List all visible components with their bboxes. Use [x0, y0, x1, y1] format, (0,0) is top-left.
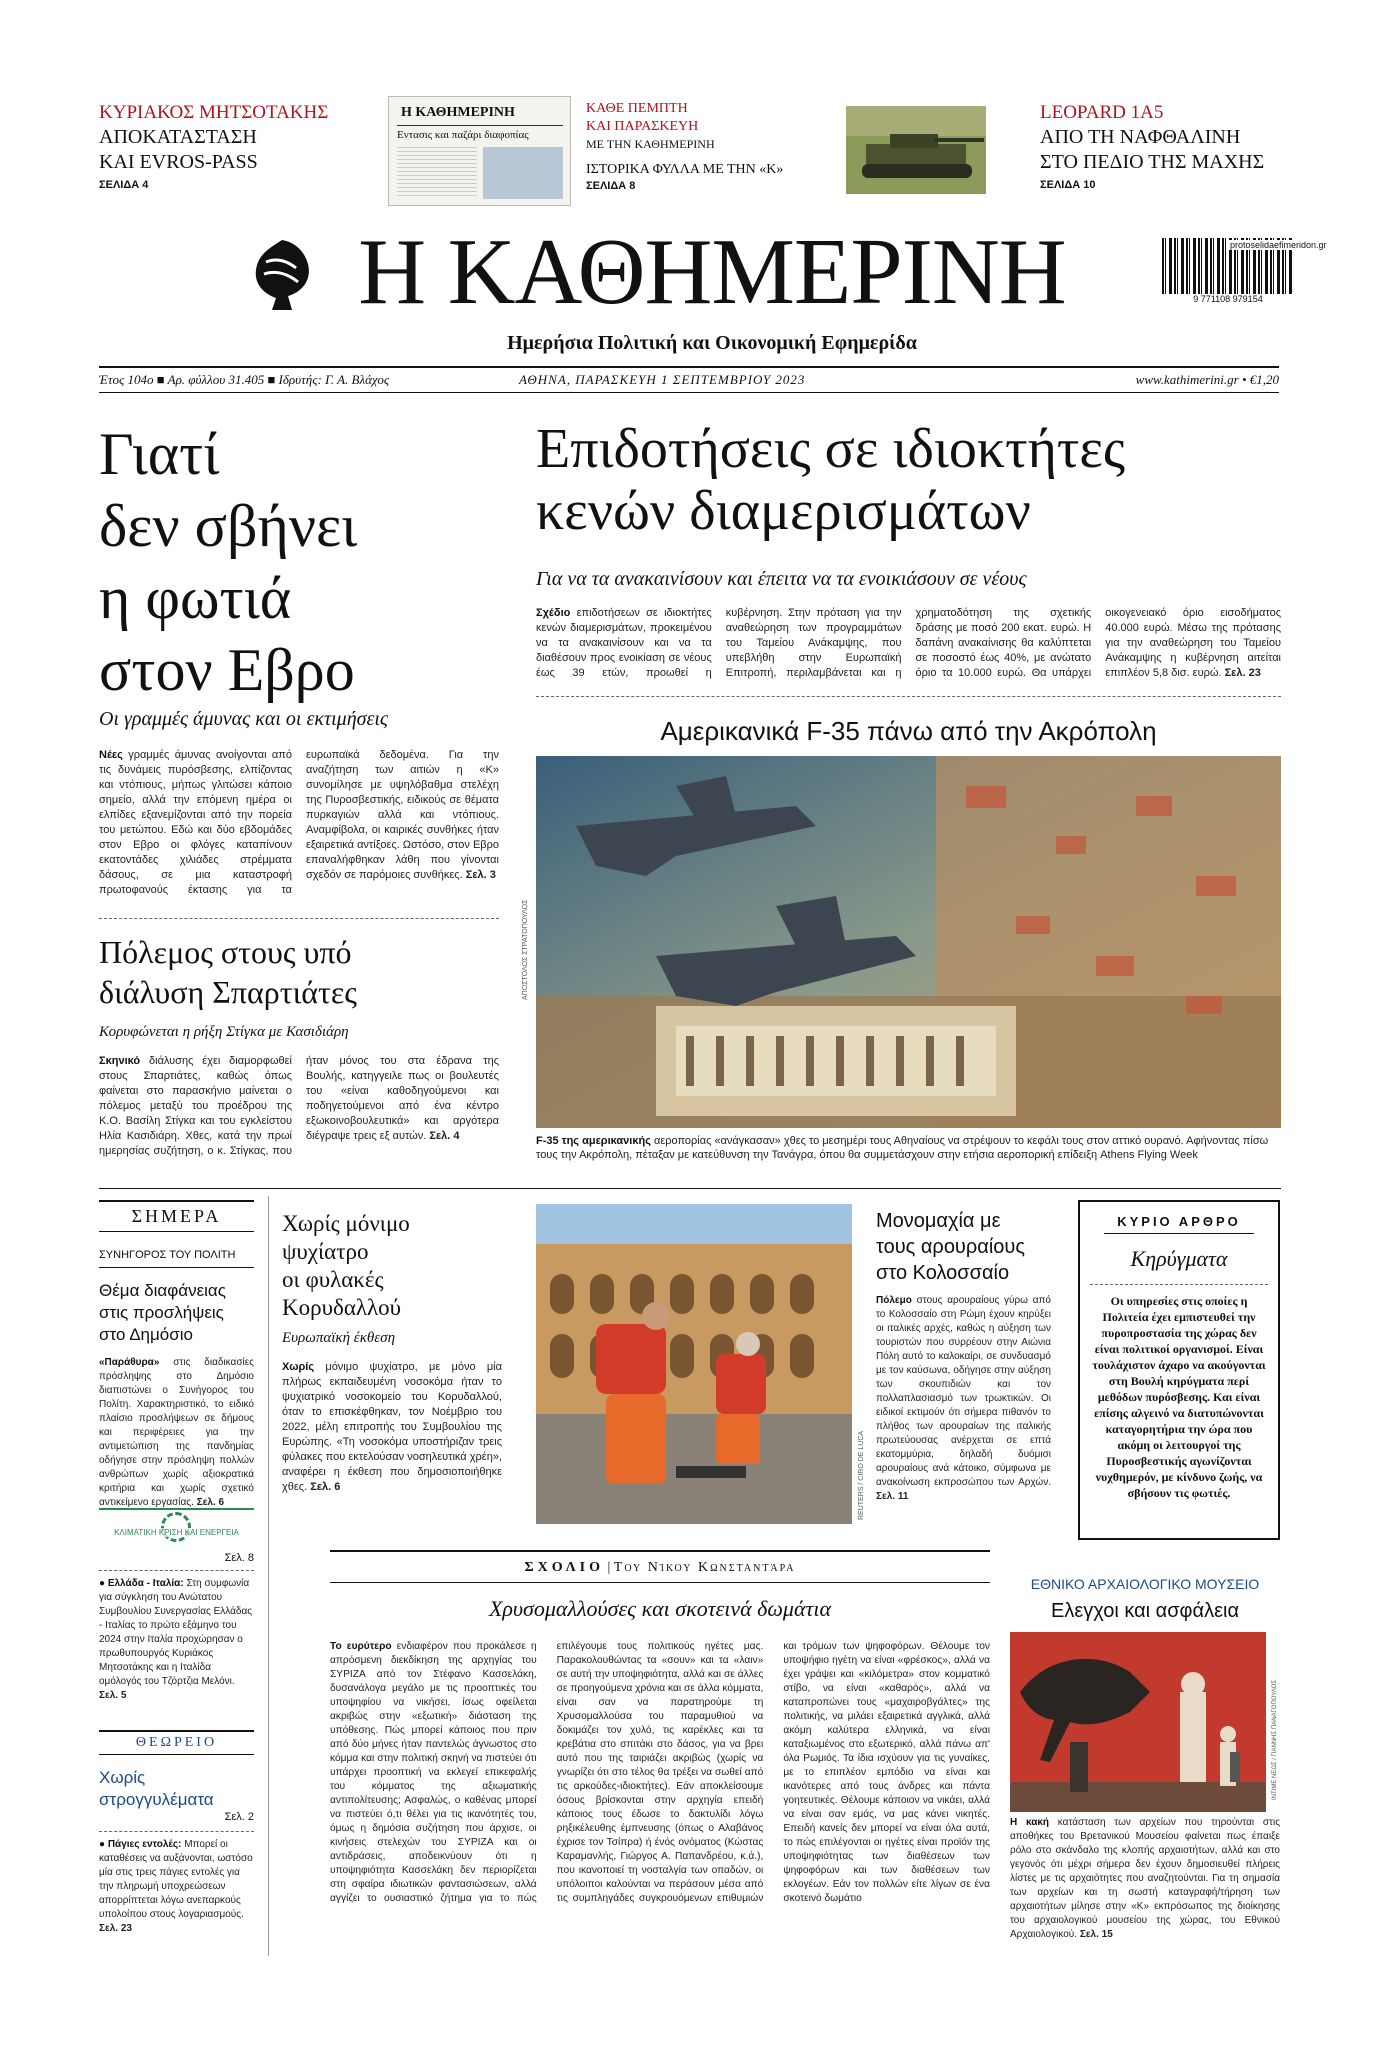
korydallos-headline-line: Χωρίς μόνιμο	[282, 1211, 410, 1236]
colosseum-headline[interactable]	[876, 1208, 1051, 1286]
korydallos-body	[282, 1360, 502, 1495]
sparti-headline-line: Πόλεμος στους υπό	[99, 934, 352, 970]
teaser-page: ΣΕΛΙΔΑ 8	[586, 180, 636, 192]
dateline-left: Έτος 104ο ■ Αρ. φύλλου 31.405 ■ Ιδρυτής: Γ. Α. Βλάχος	[99, 372, 390, 387]
museum-ref[interactable]: Σελ. 15	[1079, 1929, 1113, 1940]
dateline-center: ΑΘΗΝΑ, ΠΑΡΑΣΚΕΥΗ 1 ΣΕΠΤΕΜΒΡΙΟΥ 2023	[519, 372, 806, 387]
evros-text: γραμμές άμυνας ανοίγονται από τις δυνάμεις πυρόσβεσης, ελπίζοντας και ντόπιους, μήπως γλιτώσει κάποιο σημείο, αλλά την επόμενη ημέρα οι ελπίδες εξανεμίζονται από την πορεία του μετώπου. Εδώ και δύο εβδομάδες στον Εβρο οι φλόγες καταπίνουν εκατοντάδες χιλιάδες στρέμματα δάσους, σε μια καταστροφή πρωτοφανούς έκτασης για τα ευρωπαϊκά δεδομένα. Για την αναζήτηση των αιτιών η «Κ» συνομίλησε με υψηλόβαθμα στελέχη της Πυροσβεστικής, ειδικούς σε θέματα πυρκαγιών αλλά και ντόπιους. Αναμφίβολα, οι καιρικές συνθήκες ήταν εξαιρετικά αντίξοες. Ωστόσο, στον Εβρο επαναλήφθηκαν λάθη που γίνονται σχεδόν σε παρόμοιες συνθήκες.	[99, 749, 499, 896]
dateline-rule-top	[99, 366, 1279, 368]
teaser-historic[interactable]	[586, 100, 816, 192]
teaser-kicker: ΚΥΡΙΑΚΟΣ ΜΗΤΣΟΤΑΚΗΣ	[99, 102, 329, 123]
f35-acropolis-photo[interactable]	[536, 756, 1281, 1128]
scholio-author: Του Νίκου Κωνσταντάρα	[613, 1560, 796, 1575]
teaser-line: ΙΣΤΟΡΙΚΑ ΦΥΛΛΑ ΜΕ ΤΗΝ «Κ»	[586, 162, 784, 177]
teaser-sub: ΜΕ ΤΗΝ ΚΑΘΗΜΕΡΙΝΗ	[586, 137, 715, 151]
masthead-subtitle: Ημερήσια Πολιτική και Οικονομική Εφημερίδα	[507, 332, 917, 354]
today-box	[99, 1200, 254, 1510]
divider	[99, 1831, 254, 1832]
colosseum-text: στους αρουραίους γύρω από το Κολοσσαίο στη Ρώμη έχουν κηρύξει οι ιταλικές αρχές, καθώς η αύξηση των τουριστών που συρρέουν στην Αιώνια Πόλη αυτό το καλοκαίρι, σε συνδυασμό με τον καύσωνα, οδήγησε στην αύξηση των σκουπιδιών και τον πολλαπλασιασμό των τρωκτικών. Οι ειδικοί εκτιμούν ότι σήμερα πιθανόν το πλήθος των αρουραίων της ιταλικής πρωτεύουσας ανέρχεται σε επτά εκατομμύρια, δηλαδή δυόμισι αρουραίους ανά κάτοικο, σύμφωνα με ανακοίνωση εκπροσώπου των Αρχών.	[876, 1295, 1051, 1488]
korydallos-text: μόνιμο ψυχίατρο, με μόνο μία πλήρως εκπαιδευμένη νοσοκόμα ήταν το ψυχιατρικό νοσοκομείο του Κορυδαλλού, όταν το επισκέφθηκαν, τον Νοέμβριο του 2022, μέλη επιτροπής του Συμβουλίου της Ευρώπης. «Τη νοσοκόμα υποστήριζαν τρεις φύλακες που εκτελούσαν νοσηλευτικά χρέη», αναφέρει η έκθεση που δημοσιοποιήθηκε χθες.	[282, 1361, 502, 1493]
colosseum-body	[876, 1294, 1051, 1504]
sparti-text: διάλυσης έχει διαμορφωθεί στους Σπαρτιάτες, καθώς όπως φαίνεται στο παρασκήνιο μαίνεται ο πόλεμος μεταξύ του προέδρου της Κ.Ο. Βασίλη Στίγκα και του εγκλείστου Ηλία Κασιδιάρη. Χθες, κατά την πρωί ημερησίας συζήτηση, ο κ. Στίγκας, που ήταν μόνος του στα έδρανα της Βουλής, κατηγγειλε πως οι βουλευτές του «είναι καθοδηγούμενοι και ποδηγετούμενοι από ένα κέντρο εξωκοινοβουλευτικά» και αργότερα διέγραψε τρεις εξ αυτών.	[99, 1055, 499, 1157]
subsidies-body	[536, 606, 1281, 682]
korydallos-headline-line: ψυχίατρο	[282, 1239, 369, 1264]
colosseum-ref[interactable]: Σελ. 11	[876, 1491, 909, 1502]
barcode-source: protoselidaefimeridon.gr	[1230, 240, 1327, 250]
teaser-page: ΣΕΛΙΔΑ 10	[1040, 179, 1096, 191]
colosseum-photo-credit: REUTERS / CIRO DE LUCA	[858, 1430, 865, 1520]
theorio-body	[99, 1838, 254, 1936]
colosseum-headline-line: τους αρουραίους	[876, 1236, 1025, 1258]
evros-ref[interactable]: Σελ. 3	[465, 869, 496, 881]
today-lead: «Παράθυρα»	[99, 1357, 160, 1368]
museum-text: κατάσταση των αρχείων που τηρούνται στις αποθήκες του Βρετανικού Μουσείου φαίνεται πως έπαιξε ρόλο στο σκάνδαλο της κλοπής αρχαιοτήτων, αλλά και στο γεγονός ότι μέχρι σήμερα δεν έχουν δημοσιευθεί πλήρεις λίστες με τις αρχαιότητες που αναζητούνται. Για τη σημασία των αρχείων και τη σωστή καταγραφή/τήρηση των αρχαιοτήτων μίλησε στην «Κ» εκπρόσωπος της διοίκησης του αρχαιολογικού μουσείου της χώρας, του Εθνικού Αρχαιολογικού.	[1010, 1817, 1281, 1940]
museum-title[interactable]: Ελεγχοι και ασφάλεια	[1050, 1600, 1240, 1622]
evros-headline-line: Γιατί	[99, 421, 220, 487]
f35-photo-credit: ΑΠΟΣΤΟΛΟΣ ΣΤΡΑΤΟΠΟΥΛΟΣ	[522, 899, 529, 1000]
climate-body	[99, 1577, 254, 1703]
sparti-headline-line: διάλυση Σπαρτιάτες	[99, 974, 357, 1010]
climate-label: ΚΛΙΜΑΤΙΚΗ ΚΡΙΣΗ ΚΑΙ ΕΝΕΡΓΕΙΑ	[99, 1528, 254, 1537]
theorio-title[interactable]: Χωρίς στρογγυλέματα	[99, 1768, 214, 1809]
subsidies-headline-line: Επιδοτήσεις σε ιδιοκτήτες	[536, 418, 1126, 480]
theorio-label: ΘΕΩΡΕΙΟ	[99, 1730, 254, 1755]
evros-headline-line: η φωτιά	[99, 565, 292, 631]
teaser-line: ΣΤΟ ΠΕΔΙΟ ΤΗΣ ΜΑΧΗΣ	[1040, 151, 1265, 173]
today-body	[99, 1356, 254, 1510]
teaser-leopard[interactable]	[1040, 100, 1310, 191]
climate-lead: ● Ελλάδα - Ιταλία:	[99, 1578, 184, 1589]
colosseum-photo[interactable]	[536, 1204, 852, 1524]
scholio-label: ΣΧΟΛΙΟ	[524, 1560, 604, 1575]
climate-text: Στη συμφωνία για σύγκληση του Ανώτατου Συμβουλίου Συνεργασίας Ελλάδας - Ιταλίας το πρώτο εξάμηνο του 2024 στην Ιταλία προχώρησαν ο πρωθυπουργός Κυριάκος Μητσοτάκης και η Ιταλίδα ομόλογός του Τζόρτζια Μελόνι.	[99, 1578, 253, 1687]
teaser-page: ΣΕΛΙΔΑ 4	[99, 179, 149, 191]
climate-header	[99, 1508, 254, 1550]
editorial-text: Οι υπηρεσίες στις οποίες η Πολιτεία έχει εμπιστευθεί την πυροπροστασία της χώρας δεν είναι πολιτικοί οργανισμοί. Είναι τουλάχιστον άχαρο να ακούγονται στη Βουλή κηρύγματα περί μεθόδων πυρόσβεσης. Και είναι επίσης αλγεινό να διατυπώνονται καταγορητήρια την ώρα που ακόμη οι λειτουργοί της Πυροσβεστικής αγωνίζονται νυχθημερόν, με κίνδυνο ζωής, να σβήσουν τις φωτιές.	[1092, 1294, 1266, 1500]
theorio-box	[99, 1730, 254, 1936]
sparti-headline[interactable]	[99, 932, 499, 1012]
subsidies-headline-line: κενών διαμερισμάτων	[536, 480, 1031, 542]
museum-photo[interactable]	[1010, 1632, 1266, 1812]
colosseum-lead: Πόλεμο	[876, 1295, 912, 1306]
sparti-ref[interactable]: Σελ. 4	[429, 1130, 460, 1142]
dateline-rule-bottom	[99, 392, 1279, 393]
today-ref[interactable]: Σελ. 6	[196, 1497, 225, 1508]
section-rule	[99, 1188, 1281, 1189]
teaser-mitsotakis[interactable]	[99, 100, 369, 191]
theorio-page[interactable]: Σελ. 2	[224, 1811, 254, 1823]
scholio-title[interactable]: Χρυσομαλλούσες και σκοτεινά δωμάτια	[488, 1596, 832, 1621]
museum-lead: Η κακή	[1010, 1817, 1050, 1828]
climate-ref[interactable]: Σελ. 5	[99, 1690, 127, 1701]
griffin-logo-icon	[246, 234, 318, 314]
subsidies-subtitle: Για να τα ανακαινίσουν και έπειτα να τα ενοικιάσουν σε νέους	[536, 568, 1027, 590]
colosseum-headline-line: Μονομαχία με	[876, 1210, 1001, 1232]
evros-body	[99, 748, 499, 908]
climate-page[interactable]: Σελ. 8	[224, 1552, 254, 1564]
divider	[99, 918, 499, 919]
climate-box	[99, 1508, 254, 1703]
sparti-body	[99, 1054, 499, 1172]
scholio-text: ενδιαφέρον που προκάλεσε η απρόσμενη διεκδίκηση της αρχηγίας του ΣΥΡΙΖΑ από τον Στέφανο Κασσελάκη, δυσανάλογα μεγάλο με τις προοπτικές του υποψηφίου να νικήσει, ίσως οφείλεται ακριβώς στην «εξωτική» διάσταση της υπόθεσης. Πώς μπορεί κάποιος που πριν από δύο μήνες ήταν παντελώς άγνωστος στο κόμμα και στην πολιτική σκηνή να πιστεύει ότι υπάρχει προοπτική να εκλεγεί επικεφαλής του κόμματος της αξιωματικής αντιπολίτευσης; Ασφαλώς, ο καθένας μπορεί να πιστεύει ό,τι θέλει για τις ικανότητές του, όμως η δημόσια συζήτηση που άρχισε, οι κινήσεις στελεχών του ΣΥΡΙΖΑ και οι αντιδράσεις, αποδεικνύουν ότι η υποψηφιότητα Κασσελάκη δεν περιορίζεται στη σφαίρα ιδιωτικών φαντασιώσεων, αλλά αγγίζει το ουσιαστικό ζήτημα για το πώς επιλέγουμε τους πολιτικούς ηγέτες μας. Παρακολουθώντας τα «σουν» και τα «λαιν» σε αυτή την υποψηφιότητα, αλλά και σε άλλες σε προηγούμενα χρόνια και σε άλλα κόμματα, είναι σαν να παρατηρούμε τη Χρυσομαλλούσα του παραμυθιού να δοκιμάζει τον χυλό, τις καρέκλες και τα κρεβάτια στο σπιτάκι στο δάσος, για να βρει αυτό που της ταιριάζει ακριβώς (χωρίς να γνωρίζει ότι στο τέλος θα τρέξει να σωθεί από τις αρκούδες-ιδιοκτήτες). Εάν αποκλείσουμε όσους βρίσκονται στην αρχηγία επειδή κάποιος τους έδωσε το δακτυλίδι λόγω ρηξικέλευθης έμπνευσης (όπως ο Αλαβάνος έχρισε τον Τσίπρα) ή ένός ονόματος (Κώστας Καραμανλής, Γιώργος Α. Παπανδρέου, κ.ά.), που ικανοποιεί τη νοσταλγία των οπαδών, οι υπόλοιποι καλούνται να περάσουν μέσα από τις συμπληγάδες συγκρουόμενων επιθυμιών και τρόμων των ψηφοφόρων. Θέλουμε τον υποψήφιο ηγέτη να είναι «φρέσκος», αλλά να έχει γράψει και «κιλόμετρα» στον κομματικό στίβο, να είναι «καθαρός», αλλά να καταπροπώνει τους «μαχαιροβγάλτες» της πολιτικής, να μιλάει εξαιρετικά αγγλικά, αλλά ακόμη καλύτερα ελληνικά, να είναι καταξιωμένος στο εξωτερικό, αλλά πάνω απ' όλα Ρωμιός. Τα ίδια ισχύουν για τις γυναίκες, με το επιπλέον εμπόδιο να είναι και ικανότερες από τους άνδρες και πάντα γοητευτικές. Θέλουμε κάποιον να νικάει, αλλά να είναι σαν εμάς, να μας κάνει νικητές. Επειδή κανείς δεν μπορεί να είναι όλα αυτά, το πώς επιλέγονται οι ηγέτες είναι προϊόν της υποψηφιότητας των διαθέσεων των ψηφοφόρων και των διαθέσεων των εκλογέων. Εάν τον πολλών είτε λίγων σε ένα σκοτεινό δωμάτιο	[330, 1641, 990, 1904]
scholio-header: ΣΧΟΛΙΟ | Του Νίκου Κωνσταντάρα	[524, 1560, 796, 1575]
evros-headline-line: δεν σβήνει	[99, 493, 358, 559]
today-kicker: ΣΥΝΗΓΟΡΟΣ ΤΟΥ ΠΟΛΙΤΗ	[99, 1248, 254, 1268]
masthead-title: Η ΚΑΘΗΜΕΡΙΝΗ	[358, 220, 1066, 324]
dateline-right[interactable]: www.kathimerini.gr • €1,20	[1135, 372, 1279, 387]
evros-headline[interactable]	[99, 418, 499, 706]
scholio-body	[330, 1640, 990, 1970]
climate-fingerprint-icon	[161, 1512, 191, 1542]
colosseum-headline-line: στο Κολοσσαίο	[876, 1262, 1010, 1284]
divider	[1090, 1284, 1268, 1285]
today-label: ΣΗΜΕΡΑ	[99, 1200, 254, 1232]
korydallos-headline-line: Κορυδαλλού	[282, 1295, 402, 1320]
teaser-kicker: ΚΑΘΕ ΠΕΜΠΤΗ	[586, 101, 688, 116]
teaser-kicker: ΚΑΙ ΠΑΡΑΣΚΕΥΗ	[586, 119, 699, 134]
subsidies-headline[interactable]	[536, 418, 1281, 542]
barcode-number: 9 771108 979154	[1193, 294, 1263, 304]
scholio-rule-top	[330, 1550, 990, 1552]
theorio-ref[interactable]: Σελ. 23	[99, 1923, 132, 1934]
teaser-line: ΑΠΟ ΤΗ ΝΑΦΘΑΛΙΝΗ	[1040, 126, 1241, 148]
subsidies-ref[interactable]: Σελ. 23	[1224, 667, 1261, 679]
korydallos-headline-line: οι φυλακές	[282, 1267, 384, 1292]
scholio-lead: Το ευρύτερο	[330, 1641, 392, 1652]
today-title[interactable]: Θέμα διαφάνειας στις προσλήψεις στο Δημόσιο	[99, 1281, 226, 1344]
f35-headline[interactable]: Αμερικανικά F-35 πάνω από την Ακρόπολη	[660, 716, 1157, 746]
theorio-text: Μπορεί οι καταθέσεις να αυξάνονται, ωστόσο μία στις τρεις πάγιες εντολές για την πληρωμή υποχρεώσεων απορρίπτεται λόγω ανεπαρκούς υπολοίπου στους λογαριασμούς.	[99, 1839, 253, 1920]
korydallos-lead: Χωρίς	[282, 1361, 315, 1373]
museum-body	[1010, 1816, 1280, 1942]
tank-photo[interactable]	[846, 106, 986, 194]
korydallos-headline[interactable]	[282, 1210, 502, 1322]
sparti-subtitle: Κορυφώνεται η ρήξη Στίγκα με Κασιδιάρη	[99, 1024, 349, 1040]
f35-caption-text: αεροπορίας «ανάγκασαν» χθες το μεσημέρι τους Αθηναίους να στρέψουν το κεφάλι τους στον αττικό ουρανό. Αφήνοντας πίσω τους την Ακρόπολη, πέταξαν με κατεύθυνση την Τανάγρα, όπου θα συμμετάσχουν στην ετήσια αεροπορική επίδειξη Athens Flying Week	[536, 1135, 1269, 1161]
thumb-headline: Εντασις και παζάρι διαφοπίας	[397, 129, 529, 141]
evros-subtitle: Οι γραμμές άμυνας και οι εκτιμήσεις	[99, 708, 389, 730]
evros-lead: Νέες	[99, 749, 123, 761]
f35-caption-lead: F-35 της αμερικανικής	[536, 1135, 651, 1147]
divider	[99, 1570, 254, 1571]
editorial-label: ΚΥΡΙΟ ΑΡΘΡΟ	[1104, 1214, 1254, 1234]
korydallos-subtitle: Ευρωπαϊκή έκθεση	[282, 1330, 396, 1346]
column-rule	[268, 1196, 269, 1956]
f35-caption	[536, 1134, 1281, 1162]
sparti-lead: Σκηνικό	[99, 1055, 141, 1067]
thumb-text	[397, 147, 477, 199]
subsidies-lead: Σχέδιο	[536, 607, 571, 619]
teaser-line: ΚΑΙ EVROS-PASS	[99, 151, 258, 173]
thumb-rule	[397, 125, 563, 126]
editorial-box	[1078, 1200, 1280, 1540]
teaser-line: ΑΠΟΚΑΤΑΣΤΑΣΗ	[99, 126, 257, 148]
thumb-masthead: Η ΚΑΘΗΜΕΡΙΝΗ	[401, 105, 515, 120]
editorial-title[interactable]: Κηρύγματα	[1130, 1246, 1228, 1271]
teaser-kicker: LEOPARD 1A5	[1040, 102, 1164, 123]
evros-headline-line: στον Εβρο	[99, 637, 355, 703]
museum-photo-credit: ΙΝΤΙΜΕ ΝΕΩΣ / ΓΙΑΝΝΗΣ ΠΑΝΑΓΟΠΟΥΛΟΣ	[1272, 1679, 1278, 1800]
subsidies-text: επιδοτήσεων σε ιδιοκτήτες κενών διαμερισμάτων, προκειμένου να τα ανακαινίσουν και να τα διαθέσουν προς ενοικίαση σε νέους έως 39 ετών, προωθεί η κυβέρνηση. Στην πρόταση για την αναθεώρηση των προγραμμάτων του Ταμείου Ανάκαμψης, που υπεβλήθη στην Ευρωπαϊκή Επιτροπή, περιλαμβάνεται και η χρηματοδότηση της σχετικής δράσης με ποσό 200 εκατ. ευρώ. Η δαπάνη ανακαίνισης θα καλύπτεται σε ποσοστό έως 40%, με ανώτατο όριο τα 10.000 ευρώ. Θα υπάρχει οικογενειακό όριο εισοδήματος 40.000 ευρώ. Μέσω της πρότασης για την αναθεώρηση του Ταμείου Ανάκαμψης η κυβέρνηση αιτείται επιπλέον 5,8 δισ. ευρώ.	[536, 607, 1281, 679]
theorio-lead: ● Πάγιες εντολές:	[99, 1839, 182, 1850]
museum-kicker: ΕΘΝΙΚΟ ΑΡΧΑΙΟΛΟΓΙΚΟ ΜΟΥΣΕΙΟ	[1030, 1576, 1260, 1592]
divider	[536, 696, 1281, 697]
thumb-photo	[483, 147, 563, 199]
korydallos-ref[interactable]: Σελ. 6	[310, 1481, 341, 1493]
historic-issue-thumbnail[interactable]	[388, 96, 571, 206]
today-text: στις διαδικασίες πρόσληψης στο Δημόσιο διαπιστώνει ο Συνήγορος του Πολίτη. Χαρακτηριστικό, το ειδικό πλαίσιο προσλήψεων σε δήμους και περιφέρειες για την αντιμετώπιση της πανδημίας οδήγησε στην πρόσληψη πολλών ανθρώπων χωρίς αξιοκρατικά κριτήρια και χωρίς σχετικό αντικείμενο εργασίας.	[99, 1357, 254, 1508]
scholio-rule-bottom	[330, 1582, 990, 1583]
